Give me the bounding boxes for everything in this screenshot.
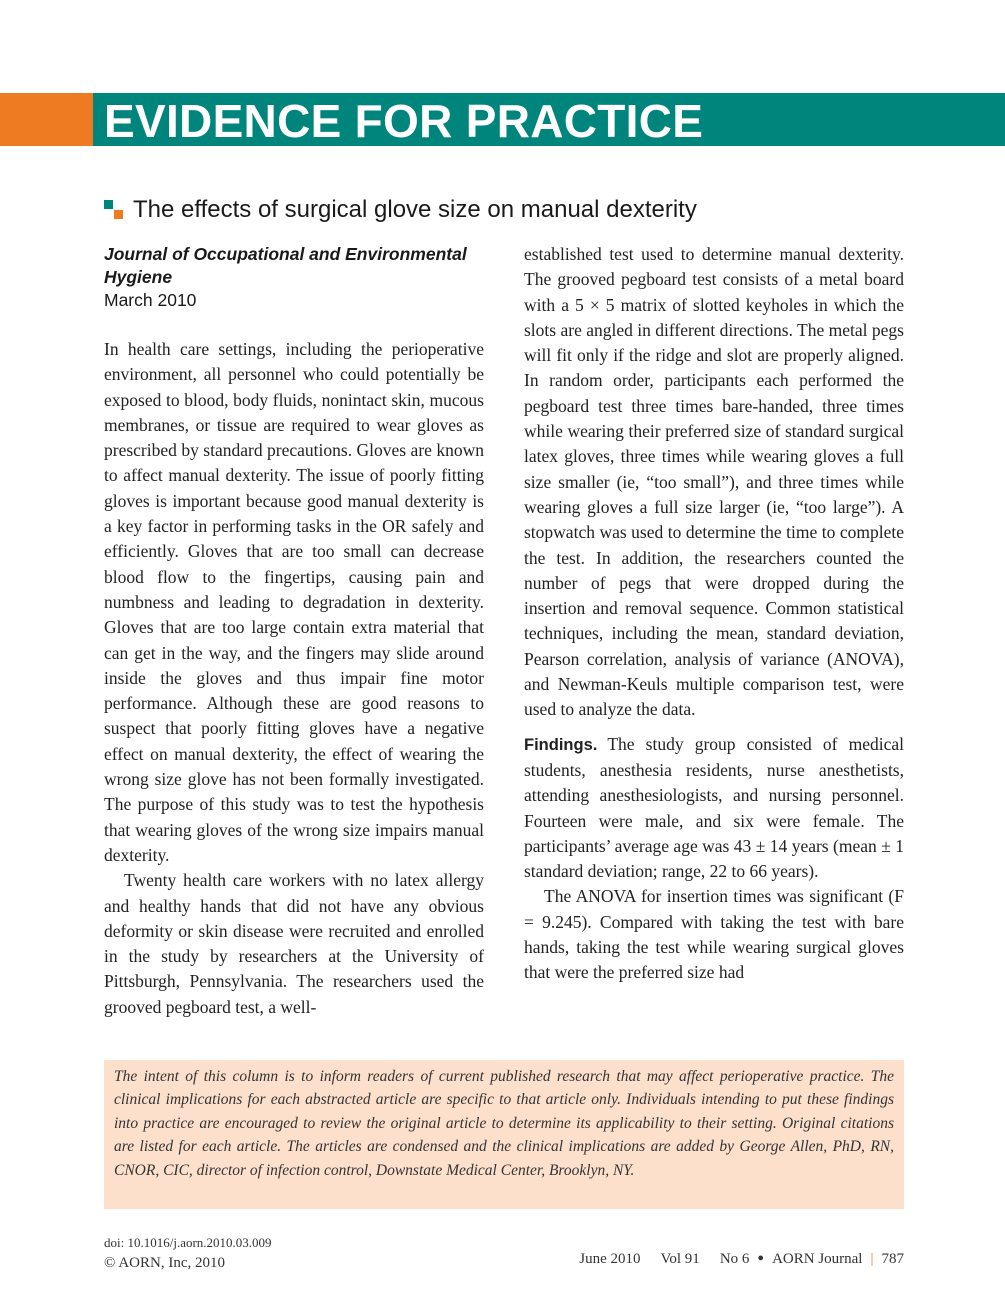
methods-paragraph: Twenty health care workers with no latex allergy and healthy hands that did not have any obvious deformity or skin disease were recruited and enrolled in the study by researchers at the University of Pittsburgh, Pennsylvania. The researchers used the grooved pegboard test, a well- bbox=[104, 870, 484, 1017]
findings-paragraph-2: The ANOVA for insertion times was significant (F = 9.245). Compared with taking the test with bare hands, taking the test while wearing surgical gloves that were the preferred size had bbox=[524, 886, 904, 983]
methods-continued: established test used to determine manual dexterity. The grooved pegboard test consists of a metal board with a 5 × 5 matrix of slotted keyholes in which the slots are angled in different directions. The metal pegs will fit only if the ridge and slot are properly aligned. In random order, participants each performed the pegboard test three times bare-handed, three times while wearing their preferred size of standard surgical latex gloves, three times while wearing gloves a full size smaller (ie, “too small”), and three times while wearing gloves a full size larger (ie, “too large”). A stopwatch was used to determine the time to complete the test. In addition, the researchers counted the number of pegs that were dropped during the insertion and removal sequence. Common statistical techniques, including the mean, standard deviation, Pearson correlation, analysis of variance (ANOVA), and Newman-Keuls multiple comparison test, were used to analyze the data. bbox=[524, 244, 904, 720]
footer-left bbox=[104, 1232, 272, 1274]
article-title: The effects of surgical glove size on manual dexterity bbox=[133, 196, 697, 223]
footer-right bbox=[579, 1249, 904, 1271]
doi-text: doi: 10.1016/j.aorn.2010.03.009 bbox=[104, 1235, 272, 1250]
issue-number: No 6 bbox=[719, 1251, 750, 1267]
left-column bbox=[104, 337, 484, 1020]
banner-orange-block bbox=[0, 93, 93, 146]
footer-journal: AORN Journal bbox=[772, 1251, 863, 1267]
divider-icon: | bbox=[870, 1251, 874, 1267]
intro-paragraph: In health care settings, including the perioperative environment, all personnel who could potentially be exposed to blood, body fluids, nonintact skin, mucous membranes, or tissue are required to wear gloves as prescribed by standard precautions. Gloves are known to affect manual dexterity. The issue of poorly fitting gloves is important because good manual dexterity is a key factor in performing tasks in the OR safely and efficiently. Gloves that are too small can decrease blood flow to the fingertips, causing pain and numbness and leading to degradation in dexterity. Gloves that are too large contain extra material that can get in the way, and the fingers may slide around inside the gloves and thus impair fine motor performance. Although these are good reasons to suspect that poorly fitting gloves have a negative effect on manual dexterity, the effect of wearing the wrong size glove has not been formally investigated. The purpose of this study was to test the hypothesis that wearing gloves of the wrong size impairs manual dexterity. bbox=[104, 339, 484, 865]
volume: Vol 91 bbox=[660, 1251, 700, 1267]
right-column bbox=[524, 242, 904, 986]
title-bullet-icon bbox=[104, 200, 124, 220]
source-journal: Journal of Occupational and Environmental Hygiene bbox=[104, 244, 467, 287]
source-date: March 2010 bbox=[104, 290, 197, 310]
page-number: 787 bbox=[881, 1251, 904, 1267]
article-source bbox=[104, 243, 484, 312]
findings-paragraph bbox=[524, 732, 904, 885]
copyright-text: © AORN, Inc, 2010 bbox=[104, 1255, 225, 1271]
findings-heading: Findings. bbox=[524, 735, 598, 754]
findings-text: The study group consisted of medical students, anesthesia residents, nurse anesthetists, attending anesthesiologists, and nursing personnel. Fourteen were male, and six were female. The participants’ average age was 43 ± 14 years (mean ± 1 standard deviation; range, 22 to 66 years). bbox=[524, 733, 904, 882]
section-banner-title: EVIDENCE FOR PRACTICE bbox=[104, 95, 704, 147]
bullet-dot-icon: ● bbox=[757, 1252, 765, 1264]
issue-date: June 2010 bbox=[579, 1251, 641, 1267]
editor-note: The intent of this column is to inform readers of current published research that may affect perioperative practice. The clinical implications for each abstracted article are specific to that article only. Individuals intending to put these findings into practice are encouraged to review the original article to determine its applicability to their setting. Original citations are listed for each article. The articles are condensed and the clinical implications are added by George Allen, PhD, RN, CNOR, CIC, director of infection control, Downstate Medical Center, Brooklyn, NY. bbox=[104, 1060, 904, 1209]
